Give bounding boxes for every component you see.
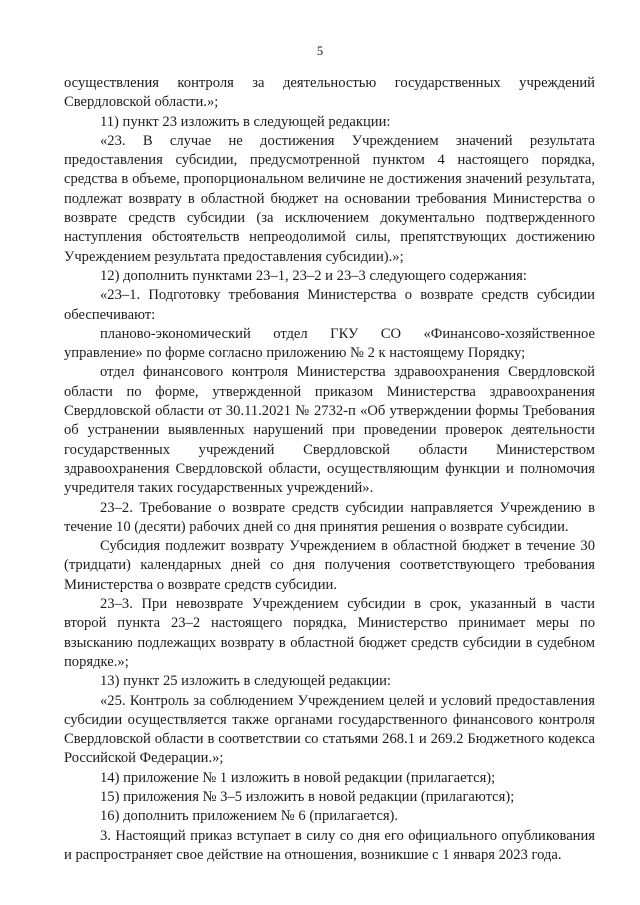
- paragraph-clause-23-1: «23–1. Подготовку требования Министерства о возврате средств субсидии обеспечивают:: [64, 287, 595, 323]
- paragraph-clause-25: «25. Контроль за соблюдением Учреждением целей и условий предоставления субсидии осуществляется также органами государственного финансового контроля Свердловской области в соответствии со статьями 268.1 и 269.2 Бюджетного кодекса Российской Федерации.»;: [64, 692, 595, 767]
- paragraph-item-14: 14) приложение № 1 изложить в новой редакции (прилагается);: [100, 769, 496, 786]
- paragraph-section-3: 3. Настоящий приказ вступает в силу со дня его официального опубликования и распространяет свое действие на отношения, возникшие с 1 января 2023 года.: [64, 827, 595, 863]
- paragraph-item-15: 15) приложения № 3–5 изложить в новой редакции (прилагаются);: [100, 788, 515, 805]
- paragraph-continuation: осуществления контроля за деятельностью государственных учреждений Свердловской области.»;: [64, 75, 595, 111]
- paragraph-item-13: 13) пункт 25 изложить в следующей редакции:: [100, 673, 391, 690]
- paragraph-clause-23-3: 23–3. При невозврате Учреждением субсидии в срок, указанный в части второй пункта 23–2 настоящего порядка, Министерство принимает меры по взысканию подлежащих возврату в областной бюджет средств субсидии в судебном порядке.»;: [64, 596, 595, 670]
- paragraph-item-11: 11) пункт 23 изложить в следующей редакции:: [100, 113, 391, 130]
- paragraph-item-16: 16) дополнить приложением № 6 (прилагается).: [100, 808, 399, 825]
- paragraph-subsidy-return: Субсидия подлежит возврату Учреждением в областной бюджет в течение 30 (тридцати) календарных дней со дня получения соответствующего требования Министерства о возврате средств субсидии.: [64, 538, 595, 593]
- paragraph-item-12: 12) дополнить пунктами 23–1, 23–2 и 23–3 следующего содержания:: [100, 267, 527, 284]
- paragraph-clause-23: «23. В случае не достижения Учреждением значений результата предоставления субсидии, предусмотренной пунктом 4 настоящего порядка, средства в объеме, пропорциональном величине не достижения значений результата, подлежат возврату в областной бюджет на основании требования Министерства о возврате средств субсидии (за исключением документально подтвержденного наступления обстоятельств непреодолимой силы, препятствующих достижению Учреждением результата предоставления субсидии).»;: [64, 132, 595, 265]
- paragraph-planning-department: планово-экономический отдел ГКУ СО «Финансово-хозяйственное управление» по форме согласно приложению № 2 к настоящему Порядку;: [64, 325, 595, 362]
- paragraph-control-department: отдел финансового контроля Министерства здравоохранения Свердловской области по форме, утвержденной приказом Министерства здравоохранения Свердловской области от 30.11.2021 № 2732-п «Об утверждении формы Требования об устранении выявленных нарушений при проведении проверок деятельности государственных учреждений Свердловской области Министерством здравоохранения Свердловской области, осуществляющим функции и полномочия учредителя таких государственных учреждений».: [64, 364, 595, 497]
- page-number: 5: [316, 44, 324, 58]
- document-body: [64, 74, 595, 865]
- paragraph-clause-23-2: 23–2. Требование о возврате средств субсидии направляется Учреждению в течение 10 (десяти) рабочих дней со дня принятия решения о возврате субсидии.: [64, 499, 595, 535]
